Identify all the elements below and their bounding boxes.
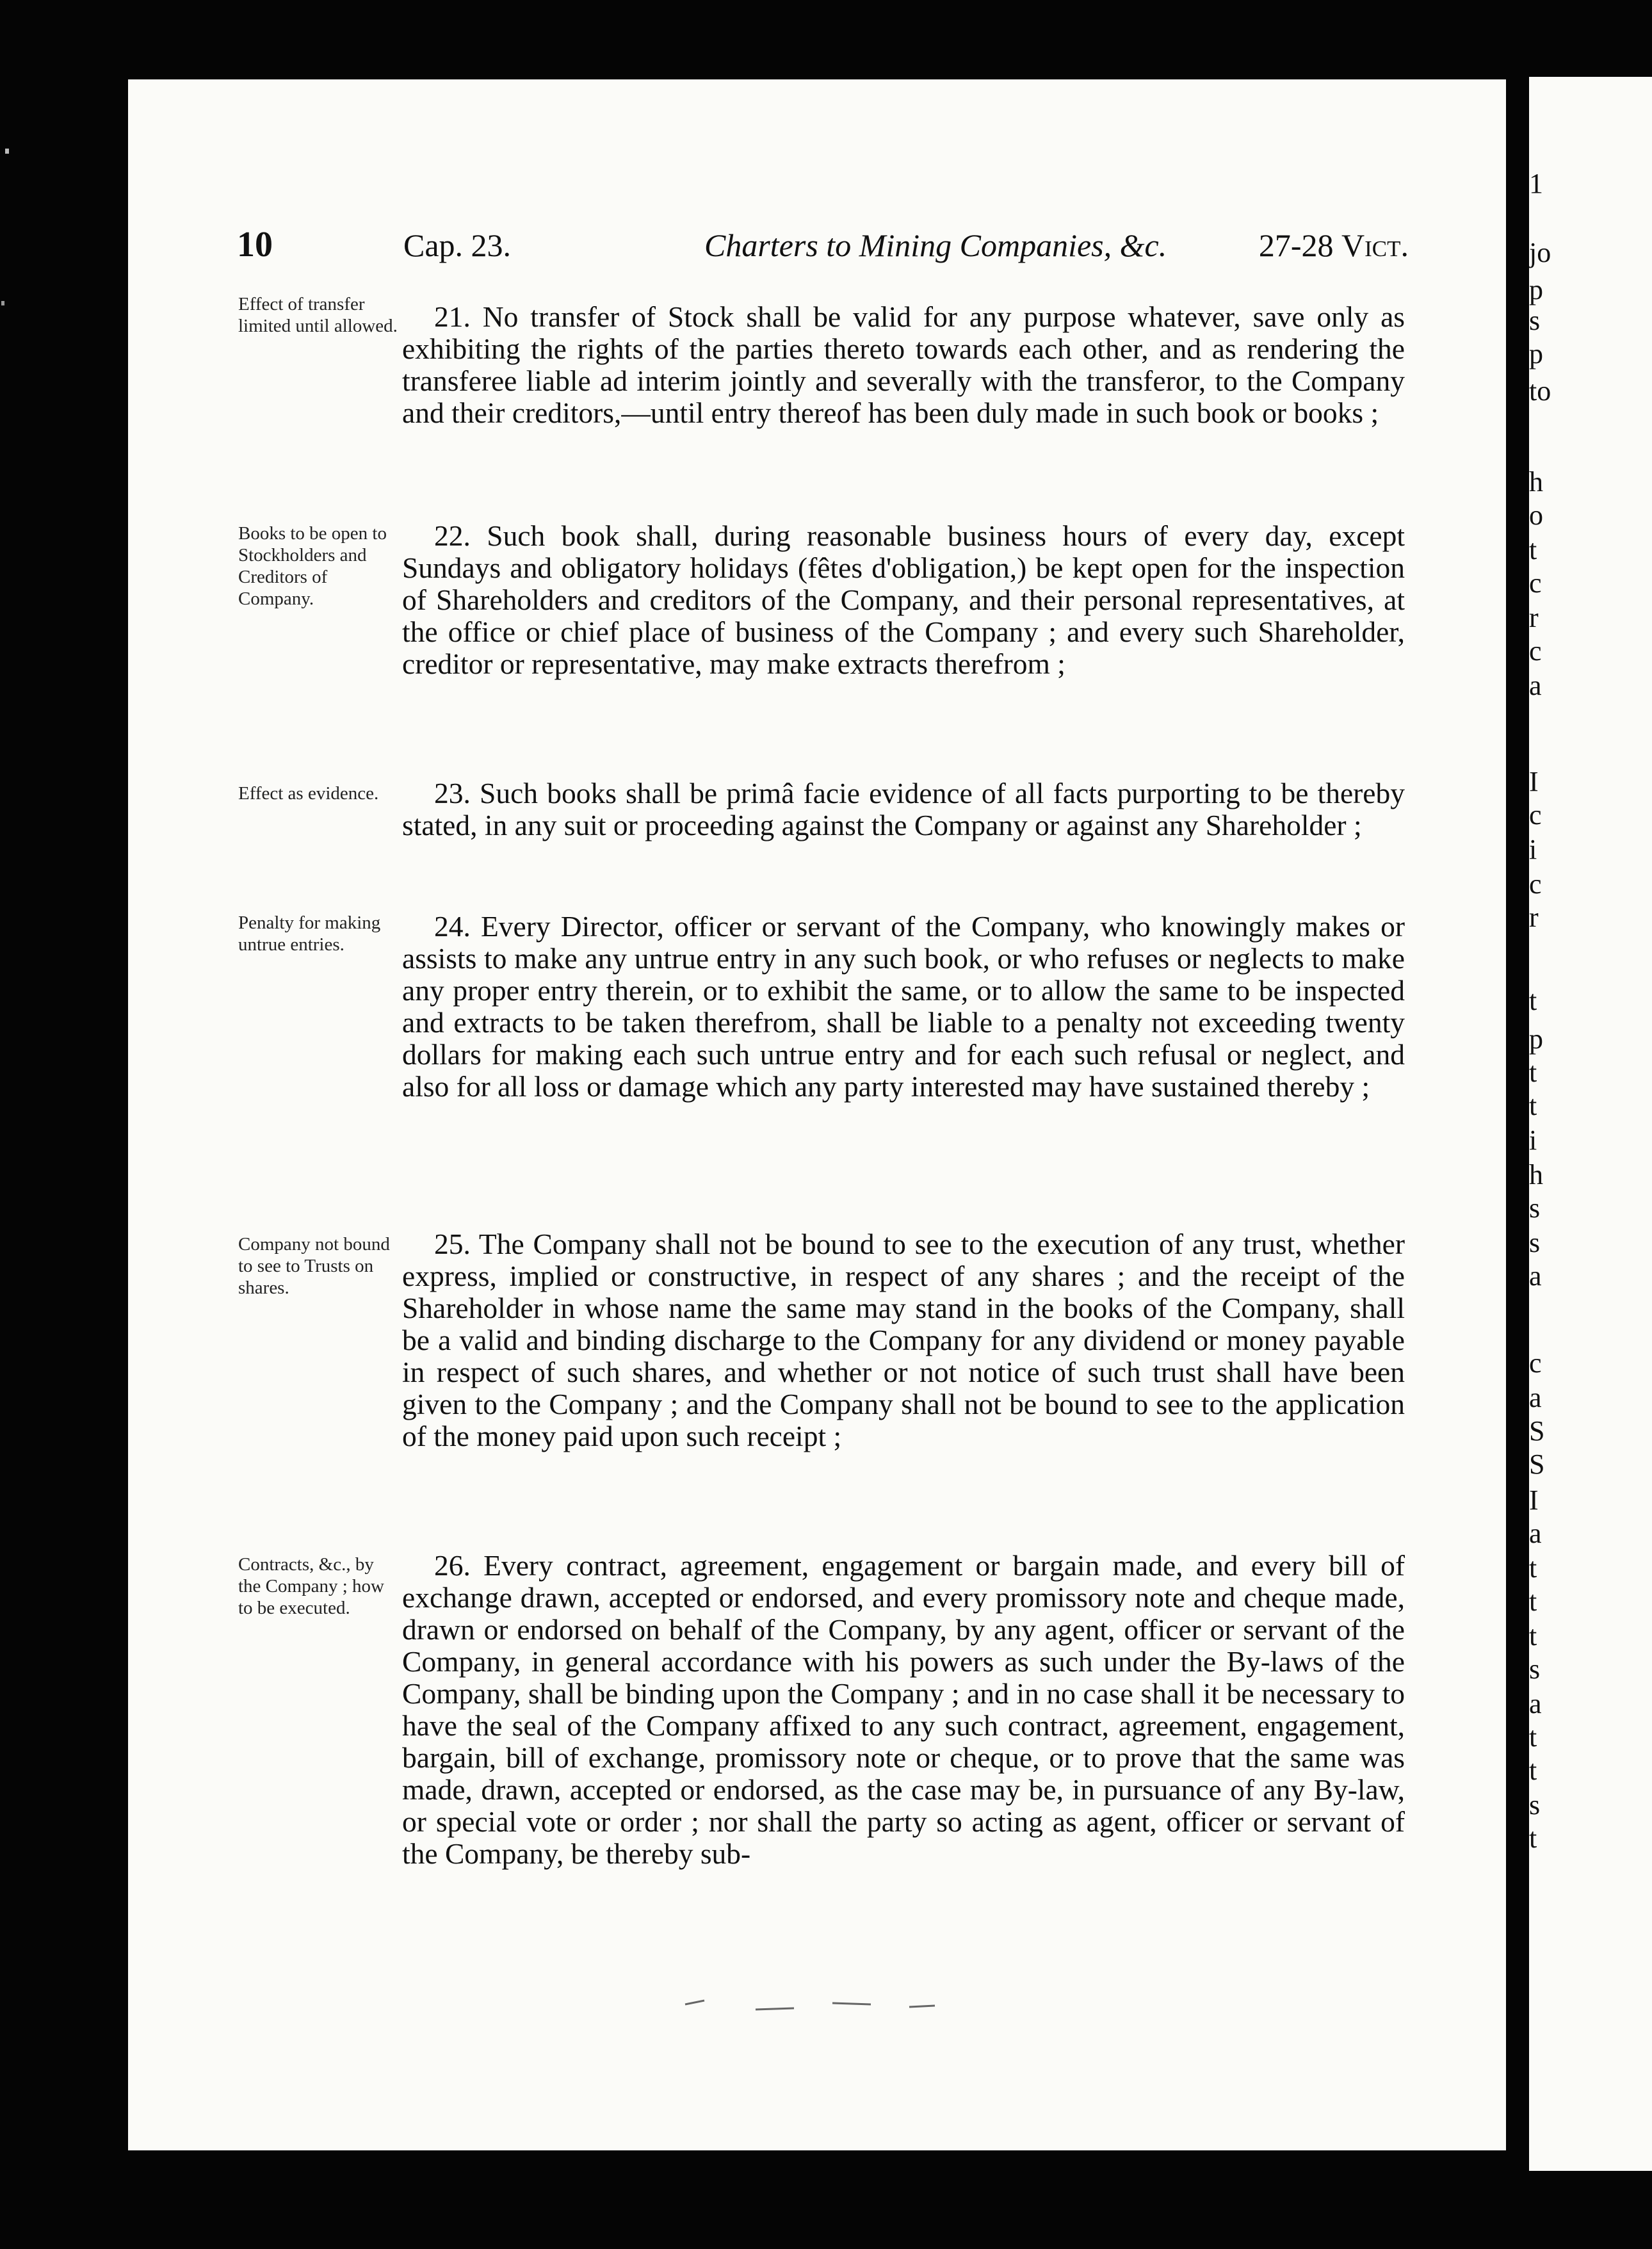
facing-page-fragment-text: r bbox=[1529, 602, 1539, 633]
facing-page-fragment-text: t bbox=[1529, 1552, 1537, 1584]
section-body: Such books shall be primâ facie evidence of all facts purporting to be thereby stated, in any suit or proceeding against the Company or against any Shareholder ; bbox=[402, 777, 1405, 841]
section-number: 26. bbox=[434, 1549, 471, 1582]
facing-page-fragment-text: r bbox=[1529, 902, 1539, 933]
section-number: 24. bbox=[434, 910, 471, 943]
facing-page-fragment-text: s bbox=[1529, 305, 1541, 336]
section-body: The Company shall not be bound to see to the execution of any trust, whether express, implied or constructive, in respect of any shares ; and the receipt of the Shareholder in whose name the same may stand in the books of the Company, shall be a valid and binding discharge to the Company for any dividend or money payable in respect of such shares, and whether or not notice of such trust shall have been given to the Company ; and the Company shall not be bound to see to the application of the money paid upon such receipt ; bbox=[402, 1228, 1405, 1452]
left-edge-specks bbox=[0, 0, 19, 2249]
facing-page-fragment-text: c bbox=[1529, 799, 1542, 831]
facing-page-fragment-text: a bbox=[1529, 670, 1542, 701]
facing-page-fragment-text: t bbox=[1529, 985, 1537, 1016]
facing-page-fragment-text: p bbox=[1529, 338, 1543, 369]
facing-page-fragment-text: i bbox=[1529, 834, 1537, 865]
facing-page-fragment-text: c bbox=[1529, 868, 1542, 900]
facing-page-fragment-text: p bbox=[1529, 274, 1543, 305]
regnal-year-number: 27-28 bbox=[1258, 227, 1334, 263]
facing-page-fragment-text: t bbox=[1529, 1586, 1537, 1617]
page-number: 10 bbox=[237, 225, 273, 264]
section-text bbox=[402, 911, 1405, 1103]
section-number: 21. bbox=[434, 300, 471, 333]
facing-page-fragment-text: t bbox=[1529, 534, 1537, 565]
facing-page-fragment-text: p bbox=[1529, 1023, 1543, 1055]
facing-page-fragment-text: t bbox=[1529, 1620, 1537, 1652]
facing-page-fragment-text: h bbox=[1529, 1159, 1543, 1190]
facing-page-fragment-text: s bbox=[1529, 1789, 1541, 1821]
section-number: 22. bbox=[434, 519, 471, 552]
facing-page-fragment-text: s bbox=[1529, 1192, 1541, 1224]
facing-page-fragment-text: c bbox=[1529, 635, 1542, 667]
margin-note: Books to be open to Stockholders and Creditors of Company. bbox=[238, 523, 387, 609]
facing-page-fragment-text: t bbox=[1529, 1823, 1537, 1854]
facing-page-fragment-text: S bbox=[1529, 1415, 1545, 1447]
facing-page-fragment-text: a bbox=[1529, 1260, 1542, 1292]
facing-page-fragment-text: c bbox=[1529, 567, 1542, 599]
section-number: 23. bbox=[434, 777, 471, 809]
section-text bbox=[402, 777, 1405, 841]
facing-page-fragment-text: o bbox=[1529, 499, 1543, 531]
facing-page-fragment-text: I bbox=[1529, 766, 1539, 797]
margin-note: Effect as evidence. bbox=[238, 783, 379, 804]
facing-page-fragment-text: to bbox=[1529, 375, 1551, 407]
section-body: No transfer of Stock shall be valid for any purpose whatever, save only as exhibiting the rights of the parties thereto towards each other, and as rendering the transferee liable ad interim jointly and severally with the transferor, to the Company and their creditors,—until entry thereof has been duly made in such book or books ; bbox=[402, 300, 1405, 429]
facing-page-fragment-text: i bbox=[1529, 1124, 1537, 1156]
section-body: Every contract, agreement, engagement or bargain made, and every bill of exchange drawn, accepted or endorsed, and every promissory note and cheque made, drawn or endorsed on behalf of the Company, by any agent, officer or servant of the Company, in general accordance with his powers as such under the By-laws of the Company, shall be binding upon the Company ; and in no case shall it be necessary to have the seal of the Company affixed to any such contract, agreement, engagement, bargain, bill of exchange, promissory note or cheque, or to prove that the same was made, drawn, accepted or endorsed, as the case may be, in pursuance of any By-law, or special vote or order ; nor shall the party so acting as agent, officer or servant of the Company, be thereby sub- bbox=[402, 1549, 1405, 1870]
facing-page-fragment-text: a bbox=[1529, 1382, 1542, 1413]
running-header bbox=[237, 224, 1409, 275]
facing-page-fragment-text: S bbox=[1529, 1449, 1545, 1480]
chapter-reference: Cap. 23. bbox=[403, 227, 512, 263]
regnal-year-vict: Vict. bbox=[1341, 227, 1409, 263]
facing-page-fragment-text: I bbox=[1529, 1484, 1539, 1516]
running-title: Charters to Mining Companies, &c. bbox=[704, 227, 1167, 263]
facing-page-fragment-text: a bbox=[1529, 1688, 1542, 1719]
section-text bbox=[402, 1550, 1405, 1870]
facing-page-fragment-text: 1 bbox=[1529, 168, 1543, 199]
facing-page-fragment-text: t bbox=[1529, 1090, 1537, 1121]
section-body: Every Director, officer or servant of the Company, who knowingly makes or assists to make any untrue entry in any such book, or who refuses or neglects to make any proper entry therein, or to exhibit the same, or to allow the same to be inspected and extracts to be taken therefrom, shall be liable to a penalty not exceeding twenty dollars for making each such untrue entry and for each such refusal or neglect, and also for all loss or damage which any party interested may have sustained thereby ; bbox=[402, 910, 1405, 1103]
margin-note: Contracts, &c., by the Company ; how to be executed. bbox=[238, 1554, 384, 1618]
facing-page-fragment-text: t bbox=[1529, 1721, 1537, 1753]
margin-note: Company not bound to see to Trusts on shares. bbox=[238, 1234, 390, 1298]
bottom-scan-marks bbox=[384, 1998, 1153, 2017]
regnal-year bbox=[1259, 227, 1409, 264]
facing-page-fragment bbox=[1529, 77, 1652, 2171]
facing-page-fragment-text: t bbox=[1529, 1057, 1537, 1088]
margin-note: Effect of transfer limited until allowed. bbox=[238, 294, 398, 336]
facing-page-fragment-text: jo bbox=[1529, 237, 1551, 268]
section-text bbox=[402, 1228, 1405, 1452]
section-number: 25. bbox=[434, 1228, 471, 1260]
facing-page-fragment-text: s bbox=[1529, 1227, 1541, 1258]
facing-page-fragment-text: c bbox=[1529, 1347, 1542, 1379]
section-text bbox=[402, 301, 1405, 429]
margin-note: Penalty for making untrue entries. bbox=[238, 913, 381, 955]
facing-page-fragment-text: s bbox=[1529, 1653, 1541, 1685]
section-body: Such book shall, during reasonable business hours of every day, except Sundays and obligatory holidays (fêtes d'obligation,) be kept open for the inspection of Shareholders and creditors of the Company, and their personal representatives, at the office or chief place of business of the Company ; and every such Shareholder, creditor or representative, may make extracts therefrom ; bbox=[402, 519, 1405, 680]
facing-page-fragment-text: a bbox=[1529, 1518, 1542, 1549]
section-text bbox=[402, 520, 1405, 680]
facing-page-fragment-text: t bbox=[1529, 1755, 1537, 1786]
facing-page-fragment-text: h bbox=[1529, 466, 1543, 498]
